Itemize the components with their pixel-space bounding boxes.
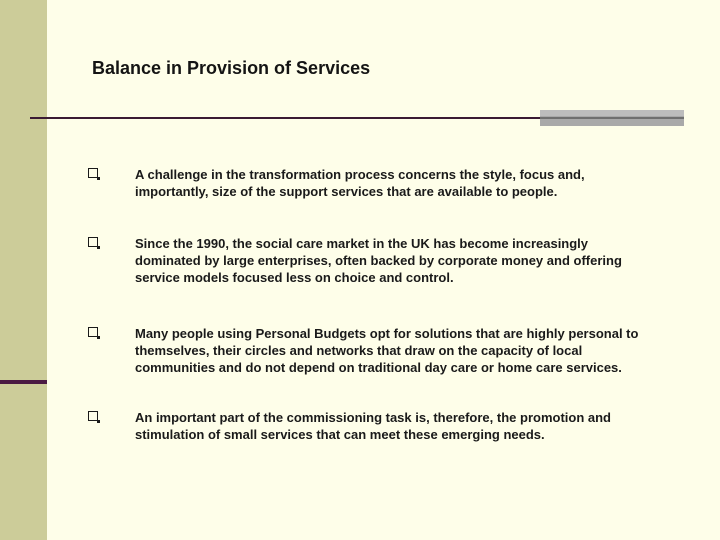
square-bullet-icon — [88, 327, 98, 337]
square-bullet-icon — [88, 168, 98, 178]
left-decorative-bar — [0, 0, 47, 540]
bullet-text: Many people using Personal Budgets opt for solutions that are highly personal to themselves, their circles and networks that draw on the capacity of local communities and do not depend on traditional day care or home care services. — [135, 326, 639, 375]
title-divider-accent-line — [540, 117, 684, 119]
bullet-text: Since the 1990, the social care market in the UK has become increasingly dominated by large enterprises, often backed by corporate money and offering service models focused less on choice and control. — [135, 236, 622, 285]
bullet-text: An important part of the commissioning task is, therefore, the promotion and stimulation of small services that can meet these emerging needs. — [135, 410, 611, 442]
title-divider — [30, 117, 540, 119]
square-bullet-icon — [88, 411, 98, 421]
slide-title: Balance in Provision of Services — [92, 58, 371, 78]
bullet-text: A challenge in the transformation process concerns the style, focus and, importantly, size of the support services that are available to people. — [135, 167, 585, 199]
square-bullet-icon — [88, 237, 98, 247]
left-bar-accent-line — [0, 380, 47, 384]
